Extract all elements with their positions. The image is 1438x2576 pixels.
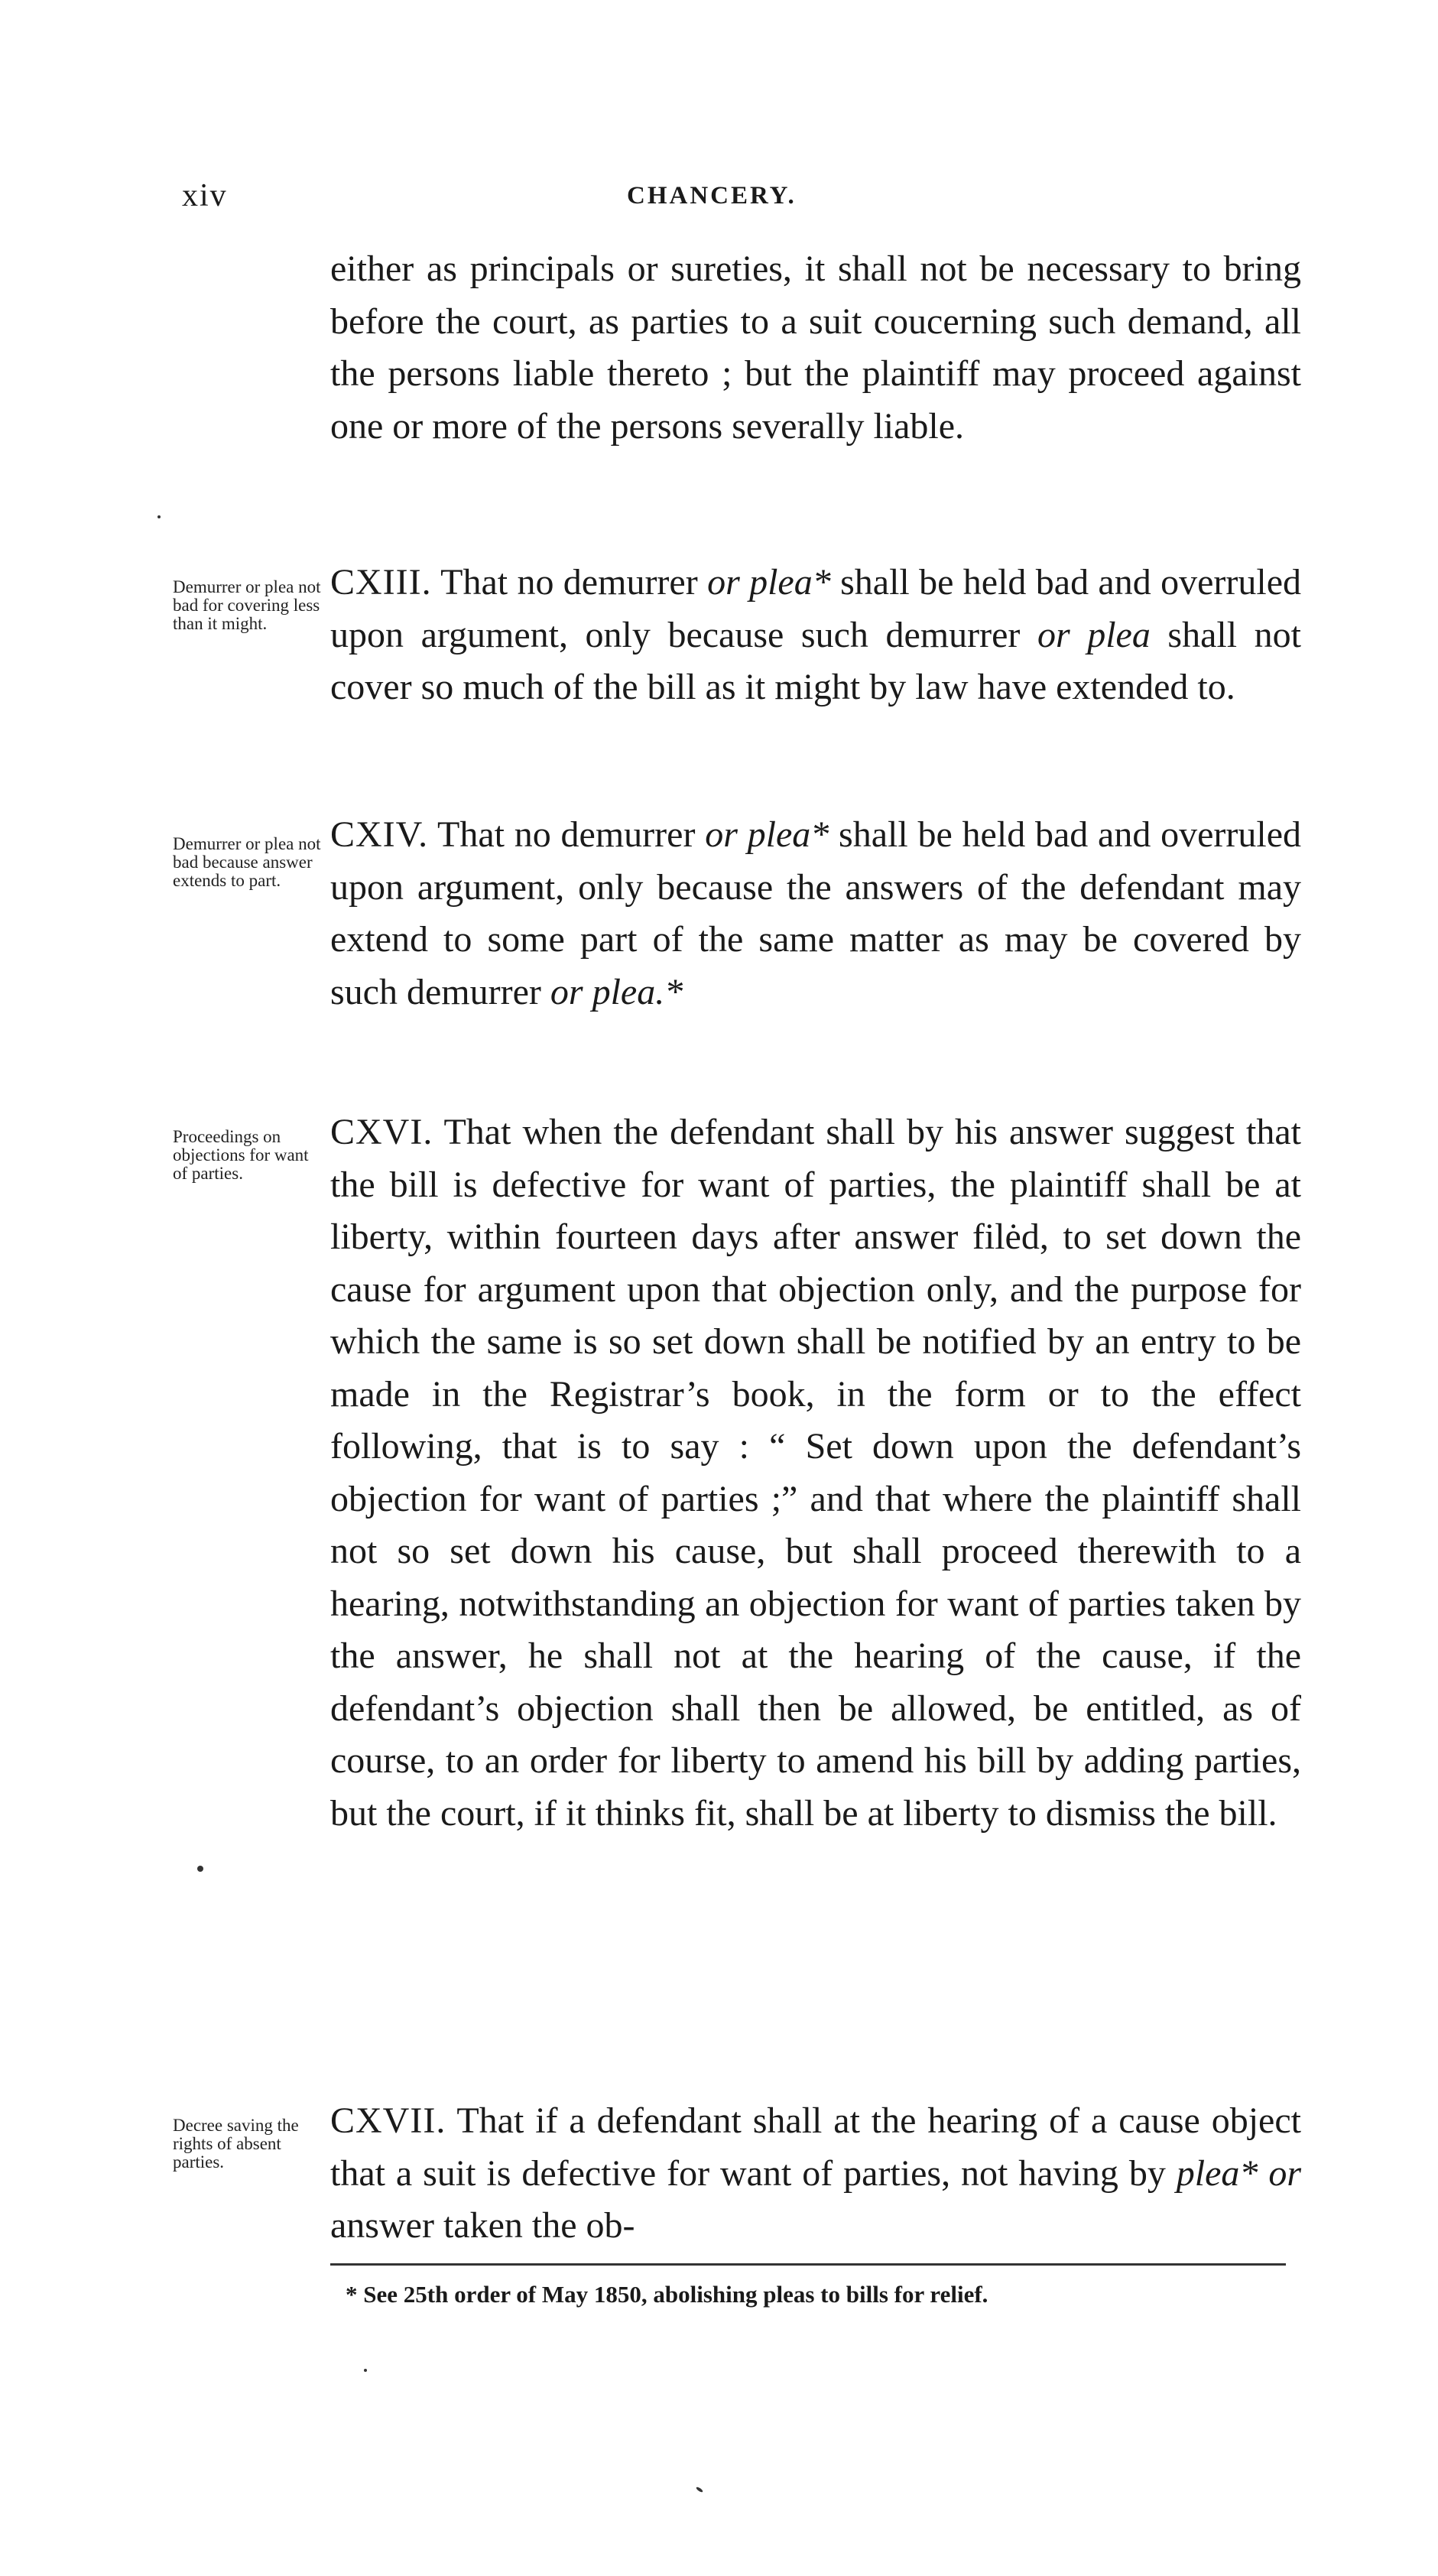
continuation-paragraph bbox=[330, 243, 1301, 453]
article-number: CXIII. bbox=[330, 562, 432, 603]
article-body: That when the defendant shall by his answer suggest that the bill is defective for want of parties, the plaintiff shall be at liberty, within fourteen days after answer filėd, to set down the cause for argument upon that objection only, and the purpose for which the same is so set down shall be notified by an entry to be made in the Registrar’s book, in the form or to the effect following, that is to say : “ Set down upon the defendant’s objection for want of parties ;” and that where the plaintiff shall not so set down his cause, but shall proceed therewith to a hearing, notwithstanding an objection for want of parties taken by the answer, he shall not at the hearing of the cause, if the defendant’s objection shall then be allowed, be entitled, as of course, to an order for liberty to amend his bill by adding parties, but the court, if it thinks fit, shall be at liberty to dismiss the bill. bbox=[330, 1112, 1301, 1834]
margin-note-cxiv: Demurrer or plea not bad because answer extends to part. bbox=[173, 834, 321, 890]
margin-note-cxvi: Proceedings on objections for want of parties. bbox=[173, 1127, 309, 1183]
margin-note-cxvii: Decree saving the rights of absent parties. bbox=[173, 2116, 299, 2172]
article-body: That no demurrer bbox=[428, 814, 706, 855]
page-number: xiv bbox=[182, 178, 228, 213]
ink-speck bbox=[157, 515, 161, 518]
article-cxiv bbox=[330, 809, 1301, 1018]
ink-speck bbox=[364, 2369, 367, 2372]
article-emphasis: or plea* bbox=[707, 562, 831, 603]
article-emphasis: or plea.* bbox=[550, 971, 683, 1012]
article-body: shall not cover so much of the bill as it might by law have extended to. bbox=[330, 614, 1301, 707]
article-body: answer taken the ob- bbox=[330, 2205, 635, 2246]
article-number: CXVI. bbox=[330, 1112, 433, 1152]
article-emphasis: or plea bbox=[1037, 614, 1151, 655]
ink-speck bbox=[696, 2486, 703, 2493]
article-number: CXIV. bbox=[330, 814, 429, 855]
ink-speck bbox=[197, 1866, 203, 1872]
article-body: shall be held bad and overruled upon argument, only because the answers of the defendant may extend to some part of the same matter as may be covered by such demurrer bbox=[330, 814, 1302, 1012]
article-body: That if a defendant shall at the hearing of a cause object that a suit is defective for want of parties, not having by bbox=[330, 2100, 1301, 2194]
article-body: That no demurrer bbox=[431, 562, 708, 603]
article-cxvii bbox=[330, 2095, 1301, 2253]
running-title: CHANCERY. bbox=[627, 182, 797, 210]
article-cxiii bbox=[330, 557, 1301, 714]
article-text bbox=[330, 2095, 1301, 2253]
article-body: shall be held bad and overruled upon argument, only because such demurrer bbox=[330, 562, 1302, 655]
article-text bbox=[330, 809, 1301, 1018]
footnote: * See 25th order of May 1850, abolishing pleas to bills for relief. bbox=[346, 2281, 988, 2308]
margin-note-cxiii: Demurrer or plea not bad for covering less than it might. bbox=[173, 577, 321, 633]
article-number: CXVII. bbox=[330, 2100, 446, 2141]
article-text bbox=[330, 557, 1301, 714]
article-cxvi bbox=[330, 1106, 1301, 1840]
running-head bbox=[0, 177, 1438, 223]
article-emphasis: or plea* bbox=[705, 814, 829, 855]
article-text bbox=[330, 1106, 1301, 1840]
article-emphasis: plea* or bbox=[1176, 2152, 1302, 2194]
footnote-rule bbox=[330, 2263, 1286, 2266]
paragraph-text: either as principals or sureties, it shall not be necessary to bring before the court, as parties to a suit coucerning such demand, all the persons liable thereto ; but the plaintiff may proceed against one or more of the persons severally liable. bbox=[330, 249, 1301, 447]
